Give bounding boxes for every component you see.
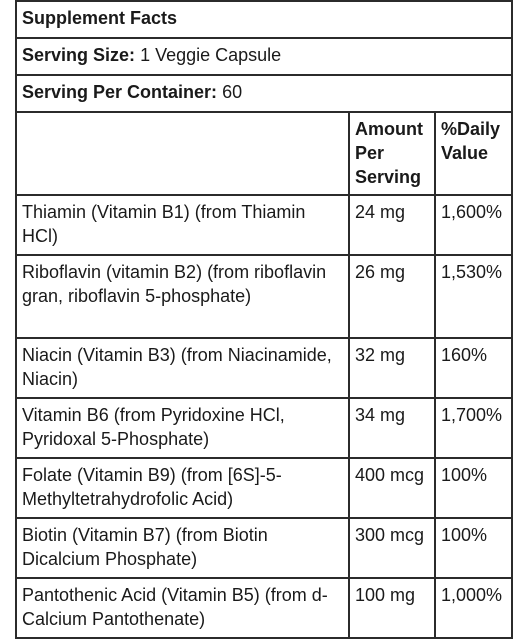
nutrient-amount: 400 mcg <box>349 458 435 518</box>
serving-size-label: Serving Size: <box>22 45 136 65</box>
nutrient-daily-value: 1,530% <box>435 255 512 338</box>
daily-value-column-header: %Daily Value <box>435 112 512 195</box>
servings-per-container-row <box>16 75 512 112</box>
serving-size-cell <box>16 38 512 75</box>
serving-size-value: 1 Veggie Capsule <box>140 45 282 65</box>
nutrient-amount: 24 mg <box>349 195 435 255</box>
table-row <box>16 195 512 255</box>
column-header-row <box>16 112 512 195</box>
nutrient-amount: 100 mg <box>349 578 435 638</box>
table-row <box>16 458 512 518</box>
table-row <box>16 338 512 398</box>
servings-per-container-value: 60 <box>222 82 243 102</box>
table-row <box>16 578 512 638</box>
nutrient-daily-value: 100% <box>435 518 512 578</box>
title-row <box>16 1 512 38</box>
table-row <box>16 518 512 578</box>
nutrient-daily-value: 1,700% <box>435 398 512 458</box>
nutrient-amount: 300 mcg <box>349 518 435 578</box>
servings-per-container-label: Serving Per Container: <box>22 82 218 102</box>
table-row <box>16 398 512 458</box>
nutrient-daily-value: 1,000% <box>435 578 512 638</box>
nutrient-amount: 26 mg <box>349 255 435 338</box>
nutrient-name: Niacin (Vitamin B3) (from Niacinamide, Niacin) <box>16 338 349 398</box>
nutrient-daily-value: 100% <box>435 458 512 518</box>
nutrient-column-header <box>16 112 349 195</box>
nutrient-name: Riboflavin (vitamin B2) (from riboflavin gran, riboflavin 5-phosphate) <box>16 255 349 338</box>
serving-size-row <box>16 38 512 75</box>
supplement-facts-table <box>15 0 513 639</box>
nutrient-name: Folate (Vitamin B9) (from [6S]-5-Methyltetrahydrofolic Acid) <box>16 458 349 518</box>
supplement-facts-title: Supplement Facts <box>16 1 512 38</box>
nutrient-name: Biotin (Vitamin B7) (from Biotin Dicalcium Phosphate) <box>16 518 349 578</box>
servings-per-container-cell <box>16 75 512 112</box>
nutrient-daily-value: 1,600% <box>435 195 512 255</box>
nutrient-name: Pantothenic Acid (Vitamin B5) (from d-Calcium Pantothenate) <box>16 578 349 638</box>
nutrient-amount: 34 mg <box>349 398 435 458</box>
nutrient-name: Vitamin B6 (from Pyridoxine HCl, Pyridoxal 5-Phosphate) <box>16 398 349 458</box>
nutrient-name: Thiamin (Vitamin B1) (from Thiamin HCl) <box>16 195 349 255</box>
amount-column-header: Amount Per Serving <box>349 112 435 195</box>
nutrient-amount: 32 mg <box>349 338 435 398</box>
nutrient-daily-value: 160% <box>435 338 512 398</box>
table-row <box>16 255 512 338</box>
